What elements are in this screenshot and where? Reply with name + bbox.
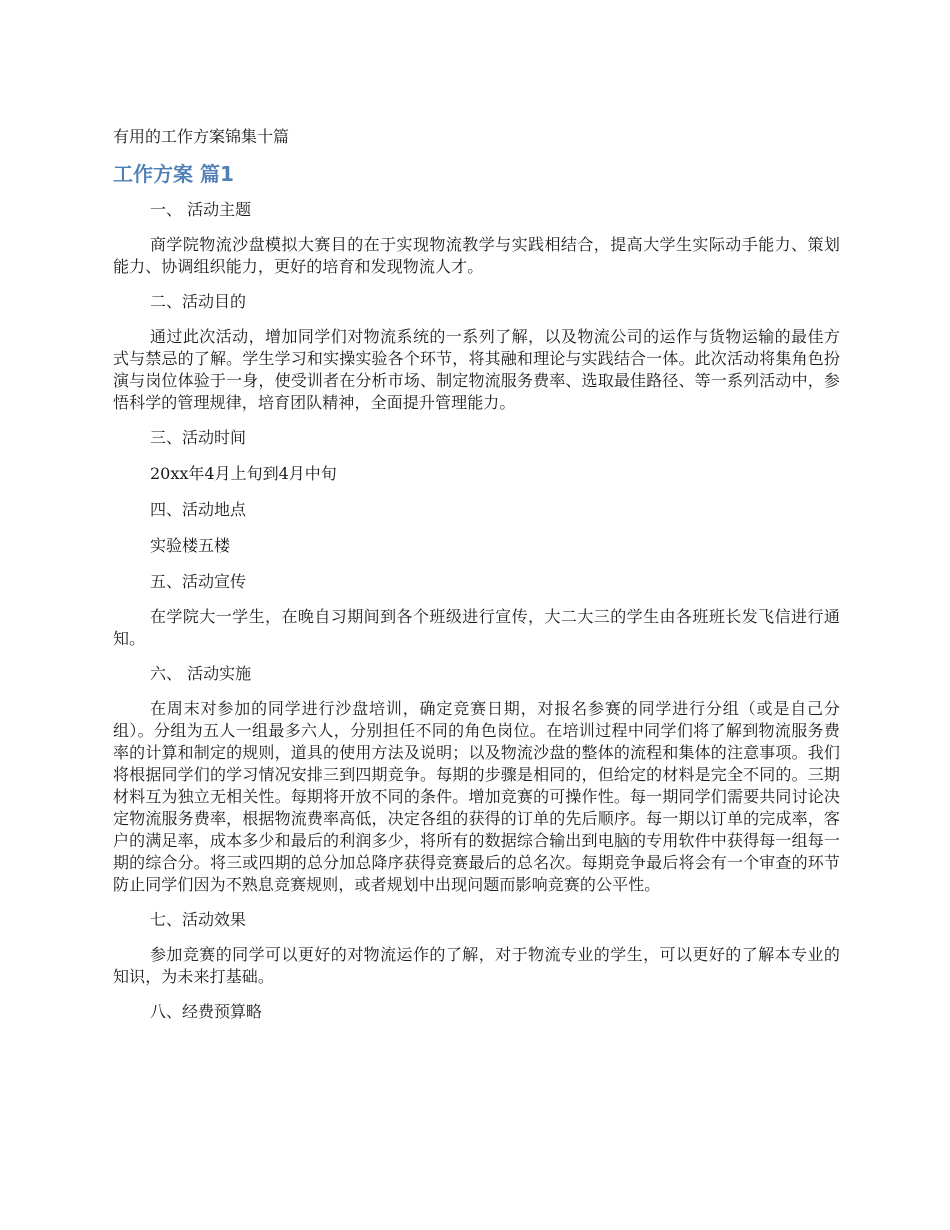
item-1-body: 商学院物流沙盘模拟大赛目的在于实现物流教学与实践相结合，提高大学生实际动手能力、策划能力、协调组织能力，更好的培育和发现物流人才。 <box>113 235 840 276</box>
item-2-heading: 二、活动目的 <box>150 292 247 311</box>
item-4-heading: 四、活动地点 <box>150 500 247 519</box>
item-5-body: 在学院大一学生，在晚自习期间到各个班级进行宣传，大二大三的学生由各班班长发飞信进行通知。 <box>113 607 840 648</box>
item-6-heading: 六、 活动实施 <box>150 664 252 683</box>
document-title: 有用的工作方案锦集十篇 <box>113 127 290 146</box>
item-3-body: 20xx年4月上旬到4月中旬 <box>150 464 337 483</box>
item-2-body: 通过此次活动，增加同学们对物流系统的一系列了解，以及物流公司的运作与货物运输的最佳方式与禁忌的了解。学生学习和实操实验各个环节，将其融和理论与实践结合一体。此次活动将集角色扮演与岗位体验于一身，使受训者在分析市场、制定物流服务费率、选取最佳路径、等一系列活动中，参悟科学的管理规律，培育团队精神，全面提升管理能力。 <box>113 327 840 412</box>
item-3-heading: 三、活动时间 <box>150 428 247 447</box>
item-8-heading: 八、经费预算略 <box>150 1002 263 1021</box>
item-6-body: 在周末对参加的同学进行沙盘培训，确定竞赛日期，对报名参赛的同学进行分组（或是自己分组）。分组为五人一组最多六人，分别担任不同的角色岗位。在培训过程中同学们将了解到物流服务费率的计算和制定的规则，道具的使用方法及说明；以及物流沙盘的整体的流程和集体的注意事项。我们将根据同学们的学习情况安排三到四期竞争。每期的步骤是相同的，但给定的材料是完全不同的。三期材料互为独立无相关性。每期将开放不同的条件。增加竞赛的可操作性。每一期同学们需要共同讨论决定物流服务费率，根据物流费率高低，决定各组的获得的订单的先后顺序。每一期以订单的完成率，客户的满足率，成本多少和最后的利润多少，将所有的数据综合输出到电脑的专用软件中获得每一组每一期的综合分。将三或四期的总分加总降序获得竞赛最后的总名次。每期竞争最后将会有一个审查的环节防止同学们因为不熟息竞赛规则，或者规划中出现问题而影响竞赛的公平性。 <box>113 699 840 894</box>
item-5-heading: 五、活动宣传 <box>150 572 247 591</box>
document-content <box>113 124 840 1036</box>
item-7-heading: 七、活动效果 <box>150 910 247 929</box>
section-heading: 工作方案 篇1 <box>113 162 234 186</box>
item-7-body: 参加竞赛的同学可以更好的对物流运作的了解，对于物流专业的学生，可以更好的了解本专业的知识，为未来打基础。 <box>113 945 840 986</box>
item-4-body: 实验楼五楼 <box>150 536 231 555</box>
item-1-heading: 一、 活动主题 <box>150 200 252 219</box>
